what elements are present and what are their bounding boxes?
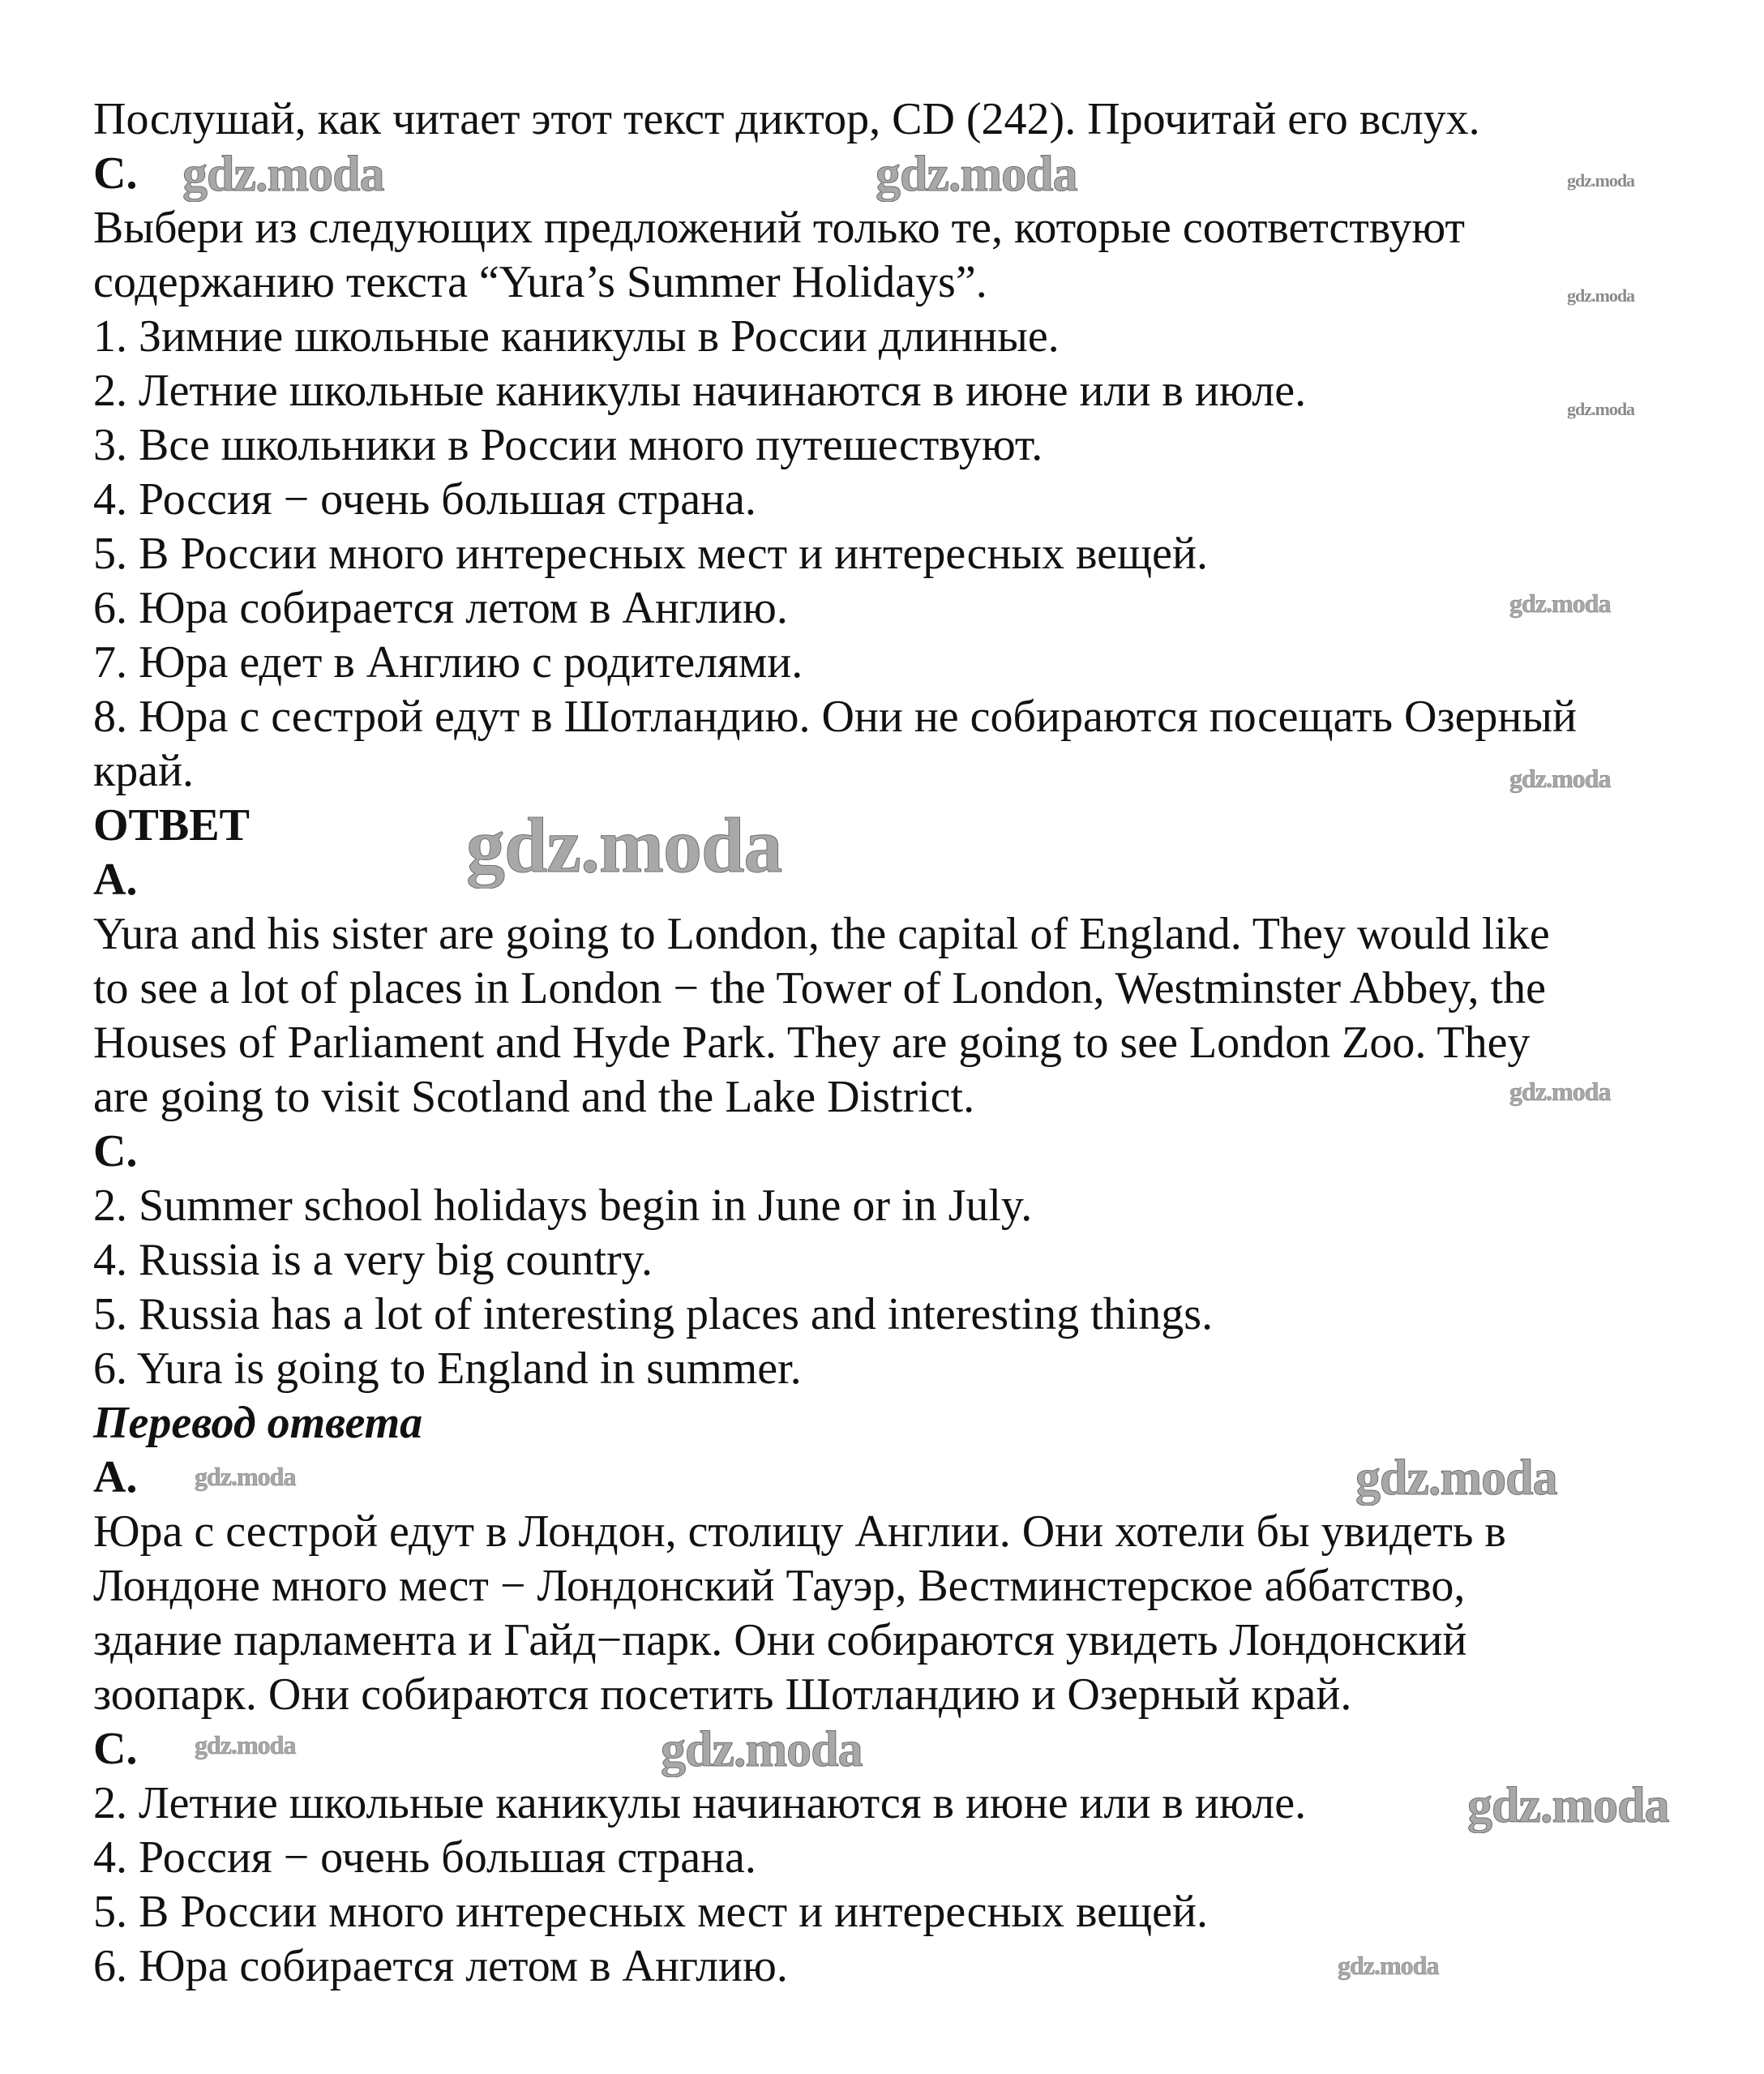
statement: край. <box>93 746 195 796</box>
translation-a-line: Юра с сестрой едут в Лондон, столицу Англии. Они хотели бы увидеть в <box>93 1506 1506 1557</box>
watermark: gdz.moda <box>1467 1778 1669 1833</box>
translation-a-label: A. <box>93 1452 138 1502</box>
statement: 3. Все школьники в России много путешествуют. <box>93 420 1043 470</box>
answer-a-line: Yura and his sister are going to London, the capital of England. They would like <box>93 909 1550 959</box>
watermark: gdz.moda <box>1509 764 1611 793</box>
watermark: gdz.moda <box>1567 170 1635 191</box>
answer-a-line: are going to visit Scotland and the Lake District. <box>93 1072 975 1122</box>
watermark: gdz.moda <box>1509 589 1611 618</box>
statement: 4. Россия − очень большая страна. <box>93 474 756 525</box>
document-page <box>93 92 1682 1994</box>
answer-c-label: C. <box>93 1126 138 1176</box>
watermark: gdz.moda <box>1567 399 1635 419</box>
answer-a-line: Houses of Parliament and Hyde Park. They are going to see London Zoo. They <box>93 1018 1531 1068</box>
statement: 2. Летние школьные каникулы начинаются в июне или в июле. <box>93 366 1307 416</box>
answer-a-label: A. <box>93 855 138 905</box>
answer-c-line: 6. Yura is going to England in summer. <box>93 1343 802 1394</box>
translation-c-line: 6. Юра собирается летом в Англию. <box>93 1941 788 1991</box>
statement: 5. В России много интересных мест и интересных вещей. <box>93 529 1208 579</box>
watermark: gdz.moda <box>182 147 384 202</box>
watermark: gdz.moda <box>1355 1451 1557 1506</box>
statement: 8. Юра с сестрой едут в Шотландию. Они не собираются посещать Озерный <box>93 692 1577 742</box>
answer-c-line: 5. Russia has a lot of interesting places and interesting things. <box>93 1289 1214 1339</box>
watermark: gdz.moda <box>1567 285 1635 306</box>
answer-a-line: to see a lot of places in London − the Tower of London, Westminster Abbey, the <box>93 963 1546 1013</box>
answer-c-line: 2. Summer school holidays begin in June or in July. <box>93 1181 1033 1231</box>
translation-a-line: зоопарк. Они собираются посетить Шотландию и Озерный край. <box>93 1669 1352 1720</box>
translation-c-line: 5. В России много интересных мест и интересных вещей. <box>93 1887 1208 1937</box>
watermark: gdz.moda <box>876 147 1077 202</box>
translation-a-line: здание парламента и Гайд−парк. Они собираются увидеть Лондонский <box>93 1615 1467 1665</box>
watermark: gdz.moda <box>1338 1951 1439 1980</box>
translation-c-label: C. <box>93 1724 138 1774</box>
statement: 6. Юра собирается летом в Англию. <box>93 583 788 633</box>
answer-heading: ОТВЕТ <box>93 800 250 851</box>
watermark: gdz.moda <box>466 802 782 889</box>
statement: 1. Зимние школьные каникулы в России длинные. <box>93 311 1060 362</box>
intro-text: Послушай, как читает этот текст диктор, CD (242). Прочитай его вслух. <box>93 94 1480 144</box>
task-line: Выбери из следующих предложений только те, которые соответствуют <box>93 203 1465 253</box>
section-c-label: C. <box>93 148 138 199</box>
watermark: gdz.moda <box>1509 1077 1611 1106</box>
watermark: gdz.moda <box>661 1722 863 1777</box>
translation-c-line: 4. Россия − очень большая страна. <box>93 1832 756 1883</box>
statement: 7. Юра едет в Англию с родителями. <box>93 637 803 688</box>
answer-c-line: 4. Russia is a very big country. <box>93 1235 653 1285</box>
watermark: gdz.moda <box>195 1462 296 1491</box>
translation-heading: Перевод ответа <box>93 1398 423 1448</box>
watermark: gdz.moda <box>195 1730 296 1759</box>
translation-c-line: 2. Летние школьные каникулы начинаются в июне или в июле. <box>93 1778 1307 1828</box>
translation-a-line: Лондоне много мест − Лондонский Тауэр, Вестминстерское аббатство, <box>93 1561 1466 1611</box>
task-line: содержанию текста “Yura’s Summer Holidays”. <box>93 257 987 307</box>
